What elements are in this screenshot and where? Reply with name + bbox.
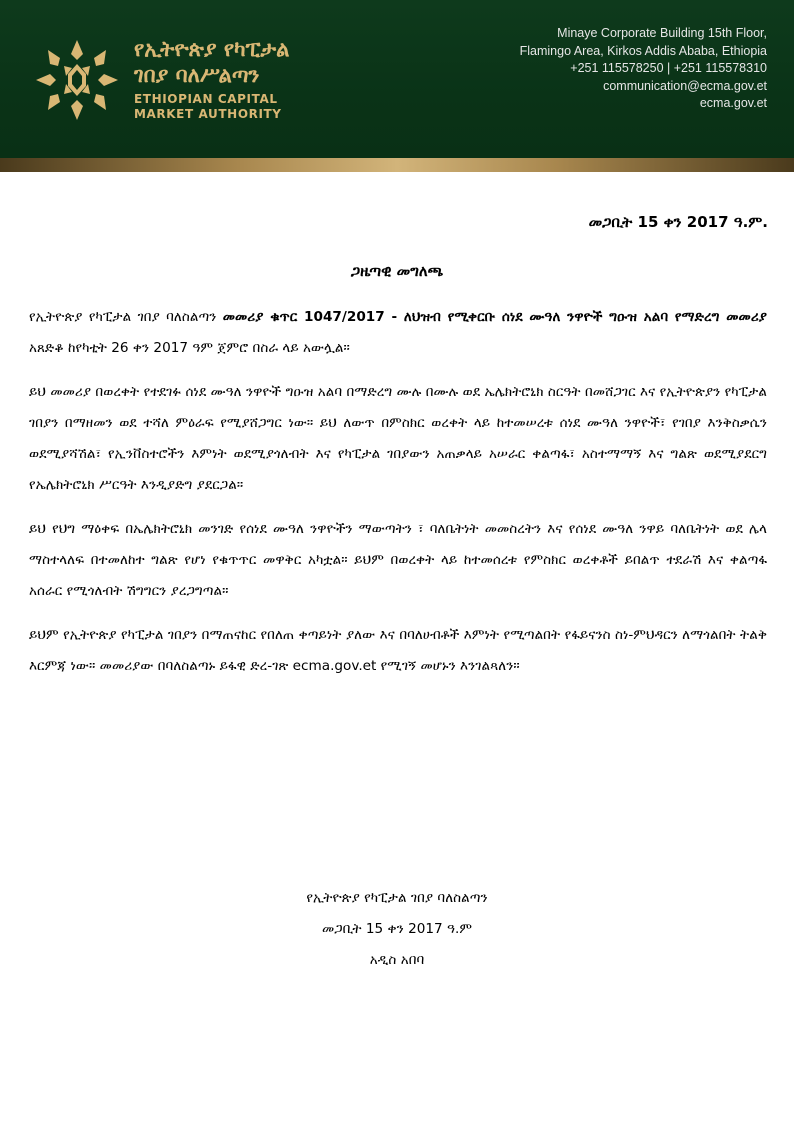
signature-date: መጋቢት 15 ቀን 2017 ዓ.ም [321,921,473,937]
press-release-body [29,302,767,695]
org-name-english [134,92,282,122]
p1-end: አጸድቆ ከየካቲት 26 ቀን 2017 ዓም ጀምሮ በስራ ላይ አውሏል። [29,340,350,356]
address-line2: Flamingo Area, Kirkos Addis Ababa, Ethiopia [519,43,767,58]
paragraph-2: ይህ መመሪያ በወረቀት የተደገፉ ሰነደ ሙዓለ ንዋዮች ግዑዝ አልባ በማድረግ ሙሉ በሙሉ ወደ ኤሌክትሮኒክ ስርዓት በመሸጋገር እና የኢትዮጵያን የካፒታል ገበያን በማዘመን ወደ ተሻለ ምዕራፍ የሚያሸጋግር ነው። ይህ ለውጥ በምስክር ወረቀት ላይ ከተመሠረቱ ሰነደ ሙዓለ ንዋዮች፣ የገበያ እንቅስቃሴን ወደሚያሻሽል፣ የኢንቨስተሮችን እምነት ወደሚያጎለብት እና የካፒታል ገበያውን አጠቃላይ አሠራር ቀልጣፋ፣ አስተማማኝ እና ግልጽ ወደሚያደርግ የኤሌክትሮኒክ ሥርዓት እንዲያድግ ያደርጋል። [29,384,767,493]
org-name-am-line1: የኢትዮጵያ የካፒታል [134,37,290,61]
authority-emblem-icon [34,38,120,122]
paragraph-4: ይህም የኢትዮጵያ የካፒታል ገበያን በማጠናከር የበለጠ ቀጣይነት ያለው እና በባለሀብቶች እምነት የሚጣልበት የፋይናንስ ስነ-ምህዳርን ለማጎልበት ትልቅ እርምጃ ነው። መመሪያው በባለስልጣኑ ይፋዊ ድረ-ገጽ ecma.gov.et የሚገኝ መሆኑን እንገልጻለን። [29,627,767,674]
phone-numbers: +251 115578250 | +251 115578310 [570,61,767,75]
org-name-am-line2: ገበያ ባለሥልጣን [134,63,260,87]
signature-block [0,883,794,976]
org-name-en-line1: ETHIOPIAN CAPITAL [134,92,278,106]
letterhead [0,0,794,158]
gold-divider-band [0,158,794,172]
paragraph-3: ይህ የህግ ማዕቀፍ በኤሌክትሮኒክ መንገድ የሰነደ ሙዓለ ንዋዮችን ማውጣትን ፣ ባለቤትነት መመስረትን እና የሰነደ ሙዓለ ንዋይ ባለቤትነት ወደ ሌላ ማስተላለፍ በተመለከተ ግልጽ የሆነ የቁጥጥር መዋቅር አካቷል። ይህም በወረቀት ላይ ከተመሰረቱ የምስክር ወረቀቶች ይበልጥ ተደራሽ እና ቀልጣፋ አሰራር የሚጎለብት ሽግግርን ያረጋግጣል። [29,521,767,599]
p1-start: የኢትዮጵያ የካፒታል ገበያ ባለስልጣን [29,309,223,325]
page-title: ጋዜጣዊ መግለጫ [350,262,444,280]
org-name-amharic [134,36,289,88]
signature-city: አዲስ አበባ [369,952,425,968]
paragraph-1 [29,302,767,364]
document-date: መጋቢት 15 ቀን 2017 ዓ.ም. [588,213,768,231]
directive-title: መመሪያ ቁጥር 1047/2017 - ለህዝብ የሚቀርቡ ሰነደ ሙዓለ ንዋዮች ግዑዝ አልባ የማድረግ መመሪያ [222,309,767,325]
email-address: communication@ecma.gov.et [603,78,767,93]
website: ecma.gov.et [699,96,767,110]
signature-org: የኢትዮጵያ የካፒታል ገበያ ባለስልጣን [306,890,488,906]
address-line1: Minaye Corporate Building 15th Floor, [557,26,767,40]
contact-block [520,25,767,113]
org-name-en-line2: MARKET AUTHORITY [134,107,282,121]
